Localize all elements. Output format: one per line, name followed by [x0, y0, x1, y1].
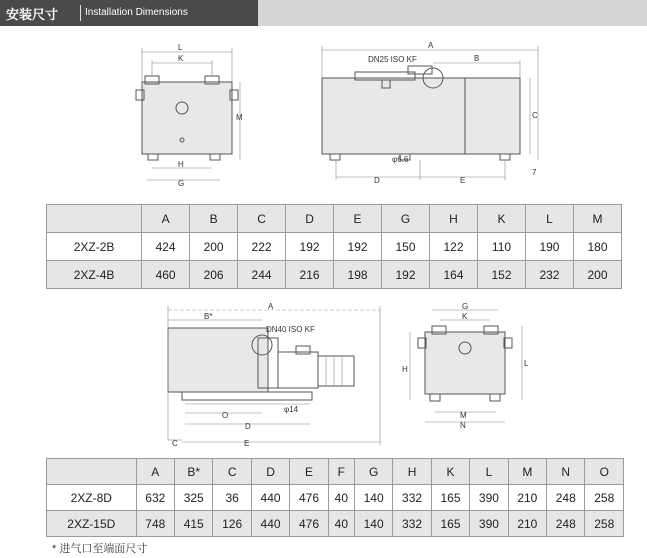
- value-cell: 126: [213, 511, 251, 537]
- table-header-cell: C: [238, 205, 286, 233]
- table-row: [47, 511, 624, 537]
- dim-label-dn25: DN25 ISO KF: [368, 55, 417, 64]
- model-cell: 2XZ-2B: [47, 233, 142, 261]
- dim-label-H: H: [178, 160, 184, 169]
- dim-label-G: G: [178, 179, 185, 188]
- table-header-cell: C: [213, 459, 251, 485]
- value-cell: 258: [585, 511, 624, 537]
- table-header-cell: K: [478, 205, 526, 233]
- value-cell: 164: [430, 261, 478, 289]
- dim2-label-G: G: [462, 302, 469, 311]
- table-header-cell: [47, 459, 137, 485]
- dim-label-E: E: [460, 176, 466, 185]
- value-cell: 748: [136, 511, 174, 537]
- value-cell: 200: [190, 233, 238, 261]
- dim2-label-N: N: [460, 421, 466, 430]
- value-cell: 192: [286, 233, 334, 261]
- dim2-label-B: B*: [204, 312, 213, 321]
- value-cell: 460: [142, 261, 190, 289]
- dim-label-M: M: [236, 113, 243, 122]
- footnote: * 进气口至端面尺寸: [52, 543, 148, 555]
- drawing-bottom-side-view: [168, 302, 380, 448]
- header-title-en: Installation Dimensions: [85, 7, 188, 18]
- value-cell: 190: [525, 233, 573, 261]
- value-cell: 415: [175, 511, 213, 537]
- value-cell: 248: [547, 511, 585, 537]
- table-header-cell: K: [431, 459, 469, 485]
- dim2-label-E: E: [244, 439, 250, 448]
- value-cell: 244: [238, 261, 286, 289]
- dim-label-7: 7: [532, 168, 537, 177]
- dim2-label-M: M: [460, 411, 467, 420]
- value-cell: 476: [290, 511, 328, 537]
- dim-label-hole: φ6.6: [392, 155, 409, 164]
- dim2-label-hole: φ14: [284, 405, 299, 414]
- table-header-cell: F: [328, 459, 354, 485]
- value-cell: 476: [290, 485, 328, 511]
- dim2-label-dn40: DN40 ISO KF: [266, 325, 315, 334]
- table-header-cell: G: [354, 459, 392, 485]
- value-cell: 150: [382, 233, 430, 261]
- value-cell: 424: [142, 233, 190, 261]
- dim-label-K: K: [178, 54, 184, 63]
- value-cell: 258: [585, 485, 624, 511]
- table-header-row: [47, 459, 624, 485]
- value-cell: 40: [328, 485, 354, 511]
- value-cell: 152: [478, 261, 526, 289]
- value-cell: 192: [382, 261, 430, 289]
- dim-label-L: L: [178, 43, 183, 52]
- value-cell: 390: [470, 485, 508, 511]
- value-cell: 110: [478, 233, 526, 261]
- value-cell: 210: [508, 485, 546, 511]
- value-cell: 122: [430, 233, 478, 261]
- table-header-cell: B: [190, 205, 238, 233]
- value-cell: 200: [573, 261, 621, 289]
- value-cell: 440: [251, 511, 289, 537]
- value-cell: 198: [334, 261, 382, 289]
- table-header-cell: A: [142, 205, 190, 233]
- dim2-label-K: K: [462, 312, 468, 321]
- table-row: [47, 485, 624, 511]
- value-cell: 248: [547, 485, 585, 511]
- value-cell: 206: [190, 261, 238, 289]
- value-cell: 36: [213, 485, 251, 511]
- dim-label-D: D: [374, 176, 380, 185]
- table-header-cell: B*: [175, 459, 213, 485]
- table-header-cell: G: [382, 205, 430, 233]
- dim2-label-O: O: [222, 411, 229, 420]
- table-header-cell: L: [470, 459, 508, 485]
- table-header-cell: A: [136, 459, 174, 485]
- value-cell: 165: [431, 511, 469, 537]
- table-header-cell: D: [286, 205, 334, 233]
- value-cell: 140: [354, 511, 392, 537]
- table-header-cell: M: [573, 205, 621, 233]
- header-title-cn: 安装尺寸: [6, 7, 59, 22]
- value-cell: 390: [470, 511, 508, 537]
- dim2-label-D: D: [245, 422, 251, 431]
- table-header-cell: H: [430, 205, 478, 233]
- value-cell: 332: [393, 485, 431, 511]
- dim-label-C: C: [532, 111, 538, 120]
- value-cell: 216: [286, 261, 334, 289]
- dim-label-A: A: [428, 41, 434, 50]
- table-header-cell: L: [525, 205, 573, 233]
- table-header-cell: E: [334, 205, 382, 233]
- dimension-table-2: [46, 458, 624, 537]
- value-cell: 232: [525, 261, 573, 289]
- value-cell: 140: [354, 485, 392, 511]
- table-header-cell: H: [393, 459, 431, 485]
- model-cell: 2XZ-8D: [47, 485, 137, 511]
- table-header-cell: E: [290, 459, 328, 485]
- drawing-bottom-front-view: [402, 302, 529, 430]
- dim2-label-L: L: [524, 359, 529, 368]
- table-header-cell: N: [547, 459, 585, 485]
- value-cell: 40: [328, 511, 354, 537]
- table-header-cell: D: [251, 459, 289, 485]
- value-cell: 440: [251, 485, 289, 511]
- dim2-label-C: C: [172, 439, 178, 448]
- model-cell: 2XZ-15D: [47, 511, 137, 537]
- table-header-cell: M: [508, 459, 546, 485]
- value-cell: 632: [136, 485, 174, 511]
- table-header-cell: O: [585, 459, 624, 485]
- value-cell: 180: [573, 233, 621, 261]
- value-cell: 222: [238, 233, 286, 261]
- dim2-label-A: A: [268, 302, 274, 311]
- value-cell: 332: [393, 511, 431, 537]
- dim2-label-H: H: [402, 365, 408, 374]
- value-cell: 165: [431, 485, 469, 511]
- dim-label-B: B: [474, 54, 480, 63]
- value-cell: 325: [175, 485, 213, 511]
- model-cell: 2XZ-4B: [47, 261, 142, 289]
- value-cell: 210: [508, 511, 546, 537]
- value-cell: 192: [334, 233, 382, 261]
